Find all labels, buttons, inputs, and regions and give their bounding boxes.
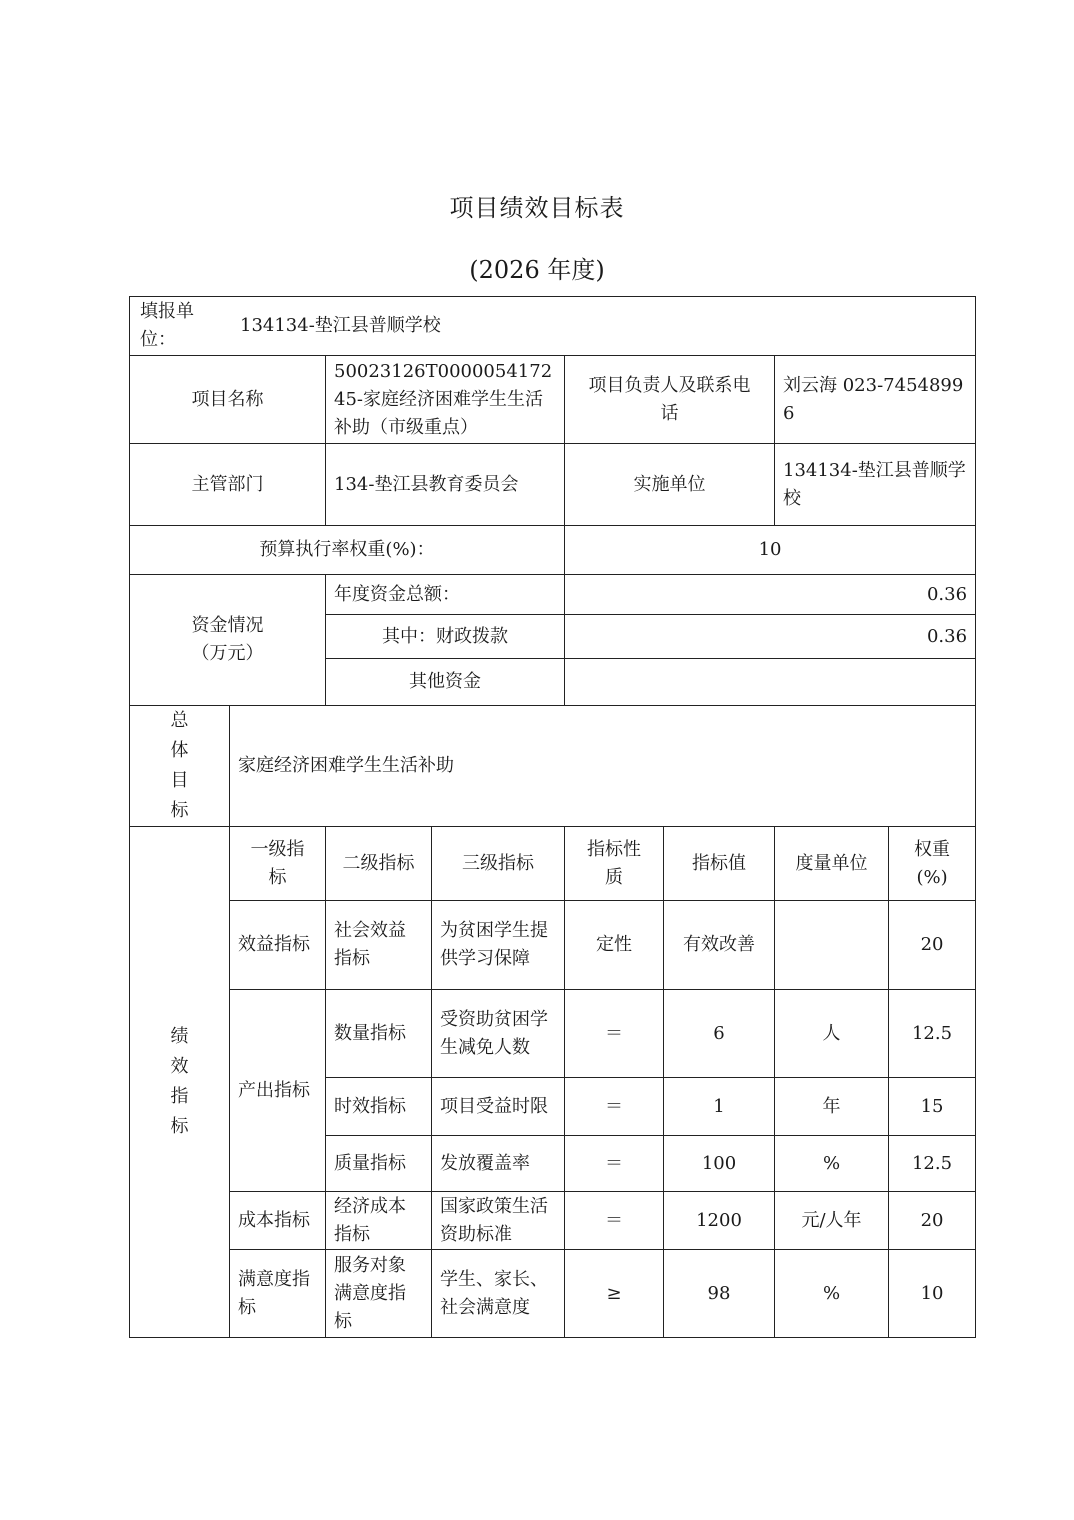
- funds-total-row: [130, 575, 976, 615]
- impl-unit-value: 134134-垫江县普顺学校: [775, 444, 976, 526]
- dept-value: 134-垫江县教育委员会: [326, 444, 565, 526]
- header-nature: 指标性质: [565, 827, 664, 901]
- funds-fiscal-label: 其中：财政拨款: [326, 615, 565, 659]
- indicator-level3: 国家政策生活资助标准: [432, 1192, 565, 1250]
- indicator-value: 6: [664, 990, 775, 1078]
- indicator-nature: ＝: [565, 1078, 664, 1136]
- indicator-level2: 经济成本指标: [326, 1192, 432, 1250]
- unit-label: 填报单位：: [140, 301, 194, 350]
- indicator-level1: 成本指标: [230, 1192, 326, 1250]
- goal-label: 总体目标: [170, 710, 189, 821]
- indicator-level2: 数量指标: [326, 990, 432, 1078]
- goal-value: 家庭经济困难学生生活补助: [230, 706, 976, 827]
- indicator-row: [130, 1192, 976, 1250]
- budget-weight-value: 10: [565, 526, 976, 575]
- indicator-value: 有效改善: [664, 901, 775, 990]
- budget-weight-row: [130, 526, 976, 575]
- indicator-unit: 年: [775, 1078, 889, 1136]
- indicator-unit: %: [775, 1250, 889, 1338]
- indicator-level2: 社会效益指标: [326, 901, 432, 990]
- indicator-unit: %: [775, 1136, 889, 1192]
- indicator-level2: 时效指标: [326, 1078, 432, 1136]
- impl-unit-label: 实施单位: [565, 444, 775, 526]
- indicator-level3: 发放覆盖率: [432, 1136, 565, 1192]
- project-name-label: 项目名称: [130, 356, 326, 444]
- indicator-weight: 12.5: [889, 990, 976, 1078]
- indicator-row: [130, 901, 976, 990]
- indicator-level3: 受资助贫困学生减免人数: [432, 990, 565, 1078]
- funds-total-label: 年度资金总额：: [326, 575, 565, 615]
- header-level1: 一级指标: [230, 827, 326, 901]
- indicator-weight: 10: [889, 1250, 976, 1338]
- project-name-value: 50023126T000005417245-家庭经济困难学生生活补助（市级重点）: [326, 356, 565, 444]
- indicator-value: 100: [664, 1136, 775, 1192]
- budget-weight-label: 预算执行率权重(%)：: [130, 526, 565, 575]
- indicator-weight: 20: [889, 901, 976, 990]
- page-subtitle-year: (2026 年度): [469, 256, 605, 284]
- indicator-nature: ＝: [565, 1192, 664, 1250]
- indicator-value: 1: [664, 1078, 775, 1136]
- indicator-level2: 质量指标: [326, 1136, 432, 1192]
- indicator-value: 98: [664, 1250, 775, 1338]
- indicator-level1: 满意度指标: [230, 1250, 326, 1338]
- funds-fiscal-value: 0.36: [565, 615, 976, 659]
- indicator-level3: 学生、家长、社会满意度: [432, 1250, 565, 1338]
- dept-row: [130, 444, 976, 526]
- unit-row: [130, 297, 976, 356]
- indicator-unit: 元/人年: [775, 1192, 889, 1250]
- indicator-unit: [775, 901, 889, 990]
- unit-value: 134134-垫江县普顺学校: [240, 315, 441, 336]
- indicator-weight: 15: [889, 1078, 976, 1136]
- indicator-level3: 项目受益时限: [432, 1078, 565, 1136]
- project-row: [130, 356, 976, 444]
- indicator-weight: 20: [889, 1192, 976, 1250]
- header-unit: 度量单位: [775, 827, 889, 901]
- funds-other-value: [565, 659, 976, 706]
- indicator-nature: ＝: [565, 1136, 664, 1192]
- indicator-unit: 人: [775, 990, 889, 1078]
- header-level3: 三级指标: [432, 827, 565, 901]
- header-value: 指标值: [664, 827, 775, 901]
- funds-label: 资金情况（万元）: [130, 575, 326, 706]
- project-contact-label: 项目负责人及联系电话: [565, 356, 775, 444]
- project-contact-value: 刘云海 023-74548996: [775, 356, 976, 444]
- goal-row: [130, 706, 976, 827]
- indicator-weight: 12.5: [889, 1136, 976, 1192]
- indicator-nature: ≥: [565, 1250, 664, 1338]
- indicator-header-row: [130, 827, 976, 901]
- indicator-nature: 定性: [565, 901, 664, 990]
- funds-other-label: 其他资金: [326, 659, 565, 706]
- indicator-level2: 服务对象满意度指标: [326, 1250, 432, 1338]
- header-weight: 权重(%): [889, 827, 976, 901]
- indicator-row: [130, 1250, 976, 1338]
- indicator-value: 1200: [664, 1192, 775, 1250]
- indicator-row: [130, 990, 976, 1078]
- performance-goal-table: [129, 296, 976, 1338]
- header-level2: 二级指标: [326, 827, 432, 901]
- dept-label: 主管部门: [130, 444, 326, 526]
- indicators-label: 绩效指标: [170, 1026, 189, 1137]
- indicator-level1: 效益指标: [230, 901, 326, 990]
- funds-total-value: 0.36: [565, 575, 976, 615]
- indicator-level1: 产出指标: [230, 990, 326, 1192]
- indicator-nature: ＝: [565, 990, 664, 1078]
- indicator-level3: 为贫困学生提供学习保障: [432, 901, 565, 990]
- page-title: 项目绩效目标表: [449, 194, 625, 222]
